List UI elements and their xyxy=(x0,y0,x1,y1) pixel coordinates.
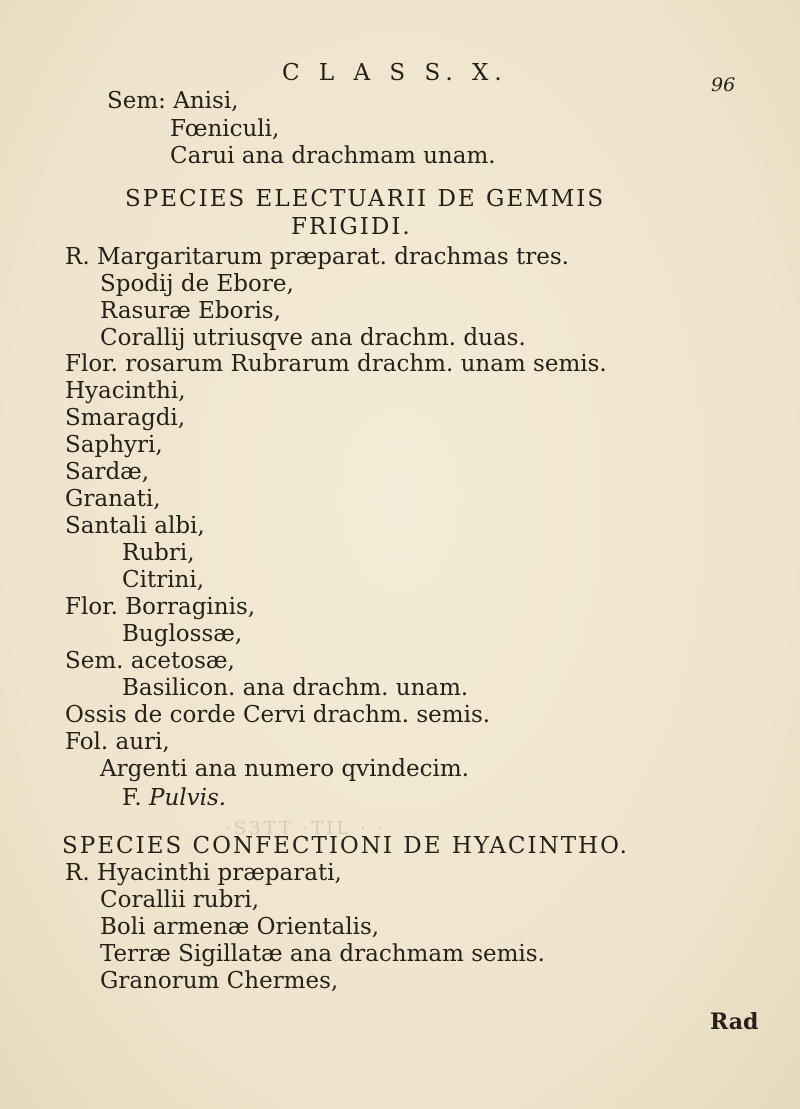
text-line: Sem: Anisi, xyxy=(107,88,239,114)
recipe-line: Sardæ, xyxy=(65,459,150,485)
section-heading: SPECIES ELECTUARII DE GEMMIS xyxy=(125,186,606,212)
recipe-line: Argenti ana numero qvindecim. xyxy=(100,756,469,782)
recipe-line: Fol. auri, xyxy=(65,729,170,755)
recipe-line: Granati, xyxy=(65,486,161,512)
recipe-line: Corallii rubri, xyxy=(100,887,260,913)
recipe-line: R. Hyacinthi præparati, xyxy=(65,860,342,886)
section-heading: FRIGIDI. xyxy=(291,214,412,240)
recipe-line: Spodij de Ebore, xyxy=(100,271,294,297)
text-line: Carui ana drachmam unam. xyxy=(170,143,496,169)
recipe-line: Terræ Sigillatæ ana drachmam semis. xyxy=(100,941,545,967)
bleed-through-text: ·S3TT ·TIL · · xyxy=(225,818,387,839)
page-number: 96 xyxy=(711,74,736,96)
recipe-line: Ossis de corde Cervi drachm. semis. xyxy=(65,702,491,728)
recipe-line: Santali albi, xyxy=(65,513,205,539)
recipe-line: F. Pulvis. xyxy=(122,785,227,811)
recipe-line: Basilicon. ana drachm. unam. xyxy=(122,675,469,701)
recipe-line: Hyacinthi, xyxy=(65,378,186,404)
recipe-line: Corallij utriusqve ana drachm. duas. xyxy=(100,325,526,351)
text-line: Fœniculi, xyxy=(170,116,280,142)
recipe-line: Rasuræ Eboris, xyxy=(100,298,281,324)
recipe-line: Boli armenæ Orientalis, xyxy=(100,914,380,940)
recipe-line: Saphyri, xyxy=(65,432,163,458)
catchword: Rad xyxy=(710,1009,759,1035)
pulvis-word: Pulvis. xyxy=(149,785,227,811)
recipe-line: Flor. Borraginis, xyxy=(65,594,256,620)
recipe-line: Granorum Chermes, xyxy=(100,968,339,994)
running-header: C L A S S. X. xyxy=(282,60,508,86)
section-heading: SPECIES CONFECTIONI DE HYACINTHO. xyxy=(62,833,629,859)
recipe-line: Rubri, xyxy=(122,540,195,566)
recipe-line: Flor. rosarum Rubrarum drachm. unam semis. xyxy=(65,351,607,377)
recipe-line: Smaragdi, xyxy=(65,405,186,431)
recipe-line: R. Margaritarum præparat. drachmas tres. xyxy=(65,244,569,270)
recipe-line: Sem. acetosæ, xyxy=(65,648,235,674)
recipe-line: Citrini, xyxy=(122,567,205,593)
recipe-line: Buglossæ, xyxy=(122,621,243,647)
